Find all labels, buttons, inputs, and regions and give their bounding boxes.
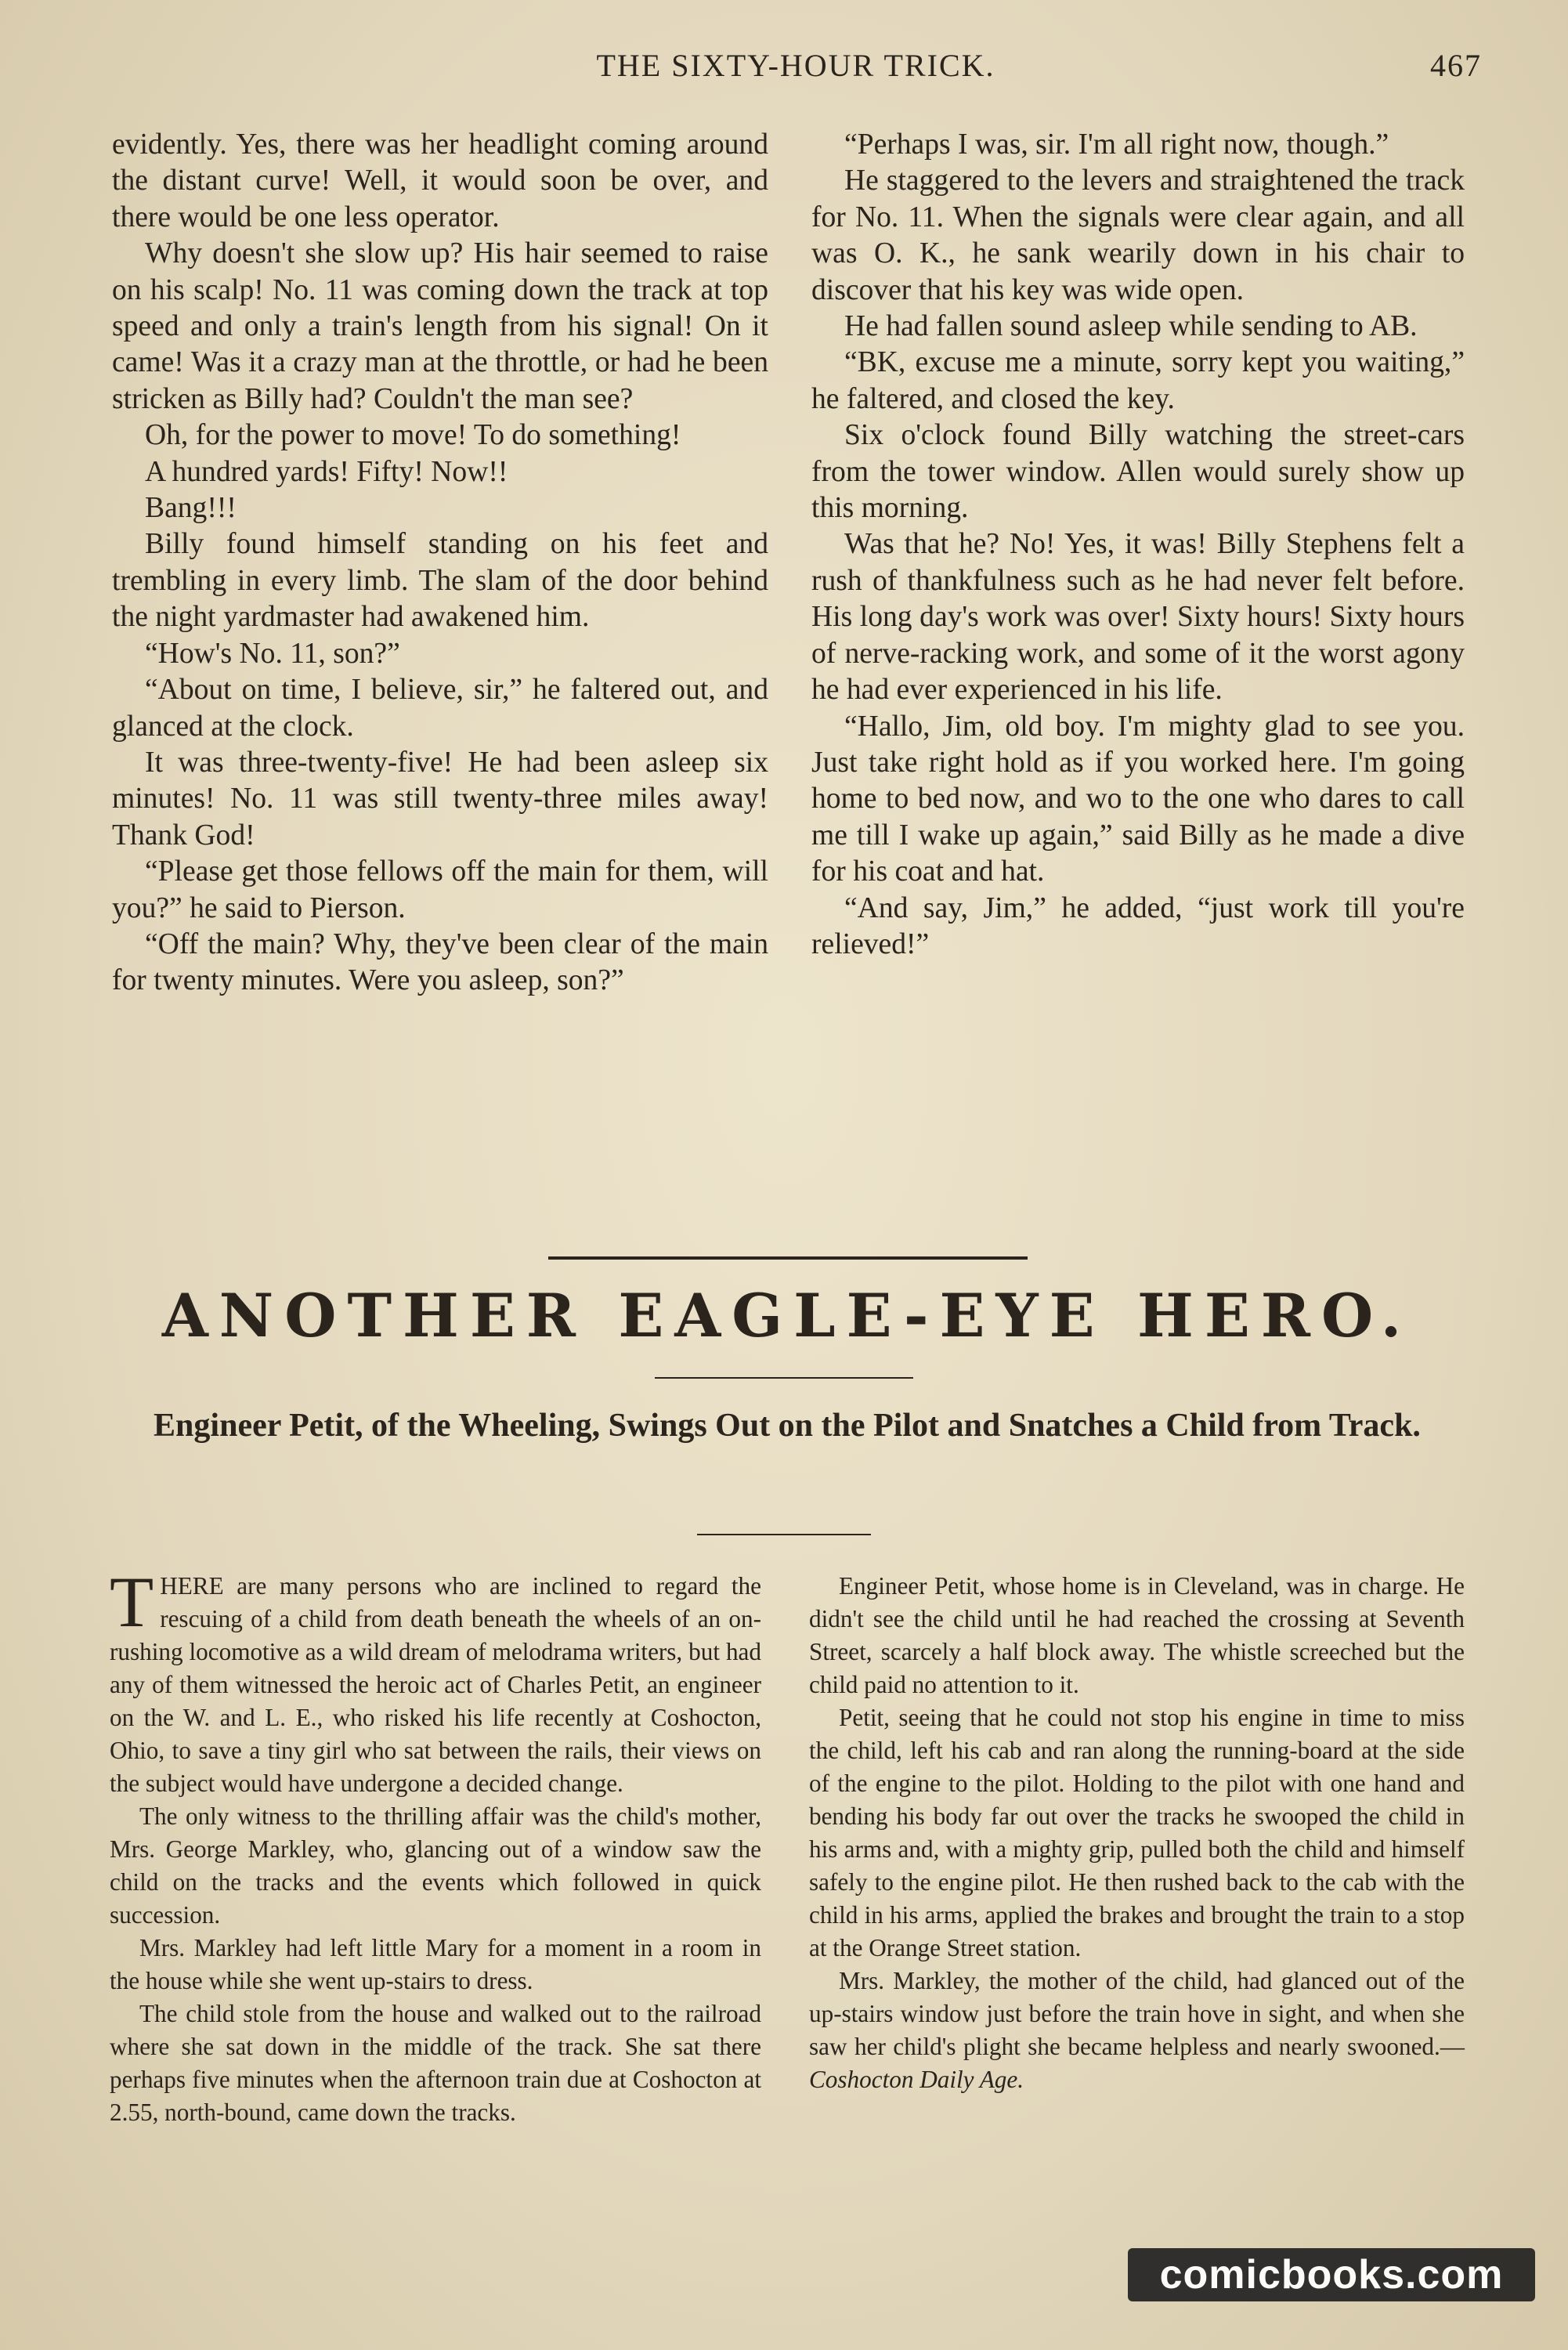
section-divider xyxy=(548,1256,1028,1260)
page-number: 467 xyxy=(1430,48,1482,83)
headline-underline xyxy=(655,1377,913,1379)
story-paragraph: “How's No. 11, son?” xyxy=(145,637,400,670)
article-column-right xyxy=(809,1570,1465,2096)
story-paragraph: “Hallo, Jim, old boy. I'm mighty glad to see you. Just take right hold as if you worked here. I'm going home to bed now, and wo to the one who dares to call me till I wake up again,” said Billy as he made a dive for his coat and hat. xyxy=(811,710,1465,888)
story-paragraph: “And say, Jim,” he added, “just work till you're relieved!” xyxy=(811,891,1465,960)
story-paragraph: “BK, excuse me a minute, sorry kept you waiting,” he faltered, and closed the key. xyxy=(811,346,1465,415)
deck-underline xyxy=(697,1534,871,1535)
article-paragraph: The only witness to the thrilling affair was the child's mother, Mrs. George Markley, who, glancing out of a window saw the child on the tracks and the events which followed in quick succession. xyxy=(110,1802,761,1929)
story-paragraph: Was that he? No! Yes, it was! Billy Stephens felt a rush of thankfulness such as he had never felt before. His long day's work was over! Sixty hours! Sixty hours of nerve-racking work, and some of it the worst agony he had ever experienced in his life. xyxy=(811,528,1465,707)
article-column-left xyxy=(110,1562,761,2129)
article-headline: ANOTHER EAGLE-EYE HERO. xyxy=(161,1281,1413,1350)
article-paragraph: Engineer Petit, whose home is in Cleveland, was in charge. He didn't see the child until he had reached the crossing at Seventh Street, scarcely a half block away. The whistle screeched but the child paid no attention to it. xyxy=(809,1572,1465,1698)
story-paragraph: A hundred yards! Fifty! Now!! xyxy=(145,455,508,488)
article-paragraph: Petit, seeing that he could not stop his engine in time to miss the child, left his cab and ran along the running-board at the side of the engine to the pilot. Holding to the pilot with one hand and bending his body far out over the tracks he swooped the child in his arms and, with a mighty grip, pulled both the child and himself safely to the engine pilot. He then rushed back to the cab with the child in his arms, applied the brakes and brought the train to a stop at the Orange Street station. xyxy=(809,1704,1465,1961)
lead-text: HERE are many persons who are inclined to regard the rescuing of a child from death beneath the wheels of an on-rushing locomotive as a wild dream of melodrama writers, but had any of them witnessed the heroic act of Charles Petit, an engineer on the W. and L. E., who risked his life recently at Coshocton, Ohio, to save a tiny girl who sat between the rails, their views on the subject would have undergone a decided change. xyxy=(110,1572,761,1797)
article-paragraph xyxy=(809,1965,1465,2096)
story-paragraph: “Please get those fellows off the main for them, will you?” he said to Pierson. xyxy=(112,855,768,924)
story-column-right xyxy=(811,127,1465,963)
article-paragraph: The child stole from the house and walked out to the railroad where she sat down in the middle of the track. She sat there perhaps five minutes when the afternoon train due at Coshocton at 2.55, north-bound, came down the tracks. xyxy=(110,2000,761,2126)
story-column-left xyxy=(112,127,768,1000)
source-credit: Coshocton Daily Age. xyxy=(809,2066,1024,2093)
story-paragraph: It was three-twenty-five! He had been asleep six minutes! No. 11 was still twenty-three miles away! Thank God! xyxy=(112,746,768,851)
story-paragraph: evidently. Yes, there was her headlight coming around the distant curve! Well, it would soon be over, and there would be one less operator. xyxy=(112,128,768,233)
story-paragraph: “About on time, I believe, sir,” he faltered out, and glanced at the clock. xyxy=(112,674,768,743)
story-paragraph: “Perhaps I was, sir. I'm all right now, though.” xyxy=(844,128,1389,161)
story-paragraph: He staggered to the levers and straightened the track for No. 11. When the signals were clear again, and all was O. K., he sank wearily down in his chair to discover that his key was wide open. xyxy=(811,164,1465,306)
story-paragraph: Why doesn't she slow up? His hair seemed to raise on his scalp! No. 11 was coming down the track at top speed and only a train's length from his signal! On it came! Was it a crazy man at the throttle, or had he been stricken as Billy had? Couldn't the man see? xyxy=(112,237,768,415)
story-paragraph: Six o'clock found Billy watching the street-cars from the tower window. Allen would surely show up this morning. xyxy=(811,419,1465,525)
story-paragraph: Oh, for the power to move! To do something! xyxy=(145,419,681,452)
story-paragraph: He had fallen sound asleep while sending to AB. xyxy=(844,310,1418,343)
article-paragraph xyxy=(110,1562,761,1800)
watermark-logo: comicbooks.com xyxy=(1128,2248,1535,2301)
story-paragraph: Billy found himself standing on his feet and trembling in every limb. The slam of the door behind the night yardmaster had awakened him. xyxy=(112,528,768,634)
story-paragraph: “Off the main? Why, they've been clear of the main for twenty minutes. Were you asleep, son?” xyxy=(112,927,768,997)
running-head xyxy=(110,47,1482,94)
closing-text: Mrs. Markley, the mother of the child, had glanced out of the up-stairs window just before the train hove in sight, and when she saw her child's plight she became helpless and nearly swooned.— xyxy=(809,1967,1465,2060)
article-paragraph: Mrs. Markley had left little Mary for a moment in a room in the house while she went up-stairs to dress. xyxy=(110,1934,761,1994)
story-paragraph: Bang!!! xyxy=(145,492,237,525)
drop-cap: T xyxy=(110,1562,154,1642)
article-deck: Engineer Petit, of the Wheeling, Swings Out on the Pilot and Snatches a Child from Track. xyxy=(154,1408,1421,1444)
running-head-title: THE SIXTY-HOUR TRICK. xyxy=(596,48,995,83)
